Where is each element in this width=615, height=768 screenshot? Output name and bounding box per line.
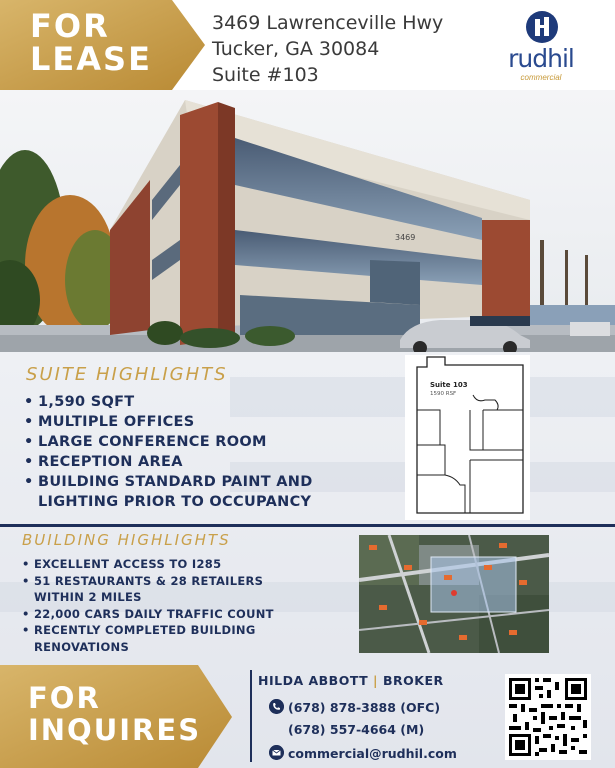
email-icon: [269, 745, 284, 760]
suite-highlight-item: • LARGE CONFERENCE ROOM: [24, 434, 267, 450]
building-highlight-item: • EXCELLENT ACCESS TO I285: [22, 557, 222, 571]
name-separator: |: [373, 673, 379, 688]
rudhil-logo: [500, 8, 595, 83]
address-city: Tucker, GA 30084: [212, 38, 380, 60]
building-highlight-item: RENOVATIONS: [34, 639, 130, 654]
suite-highlight-item: LIGHTING PRIOR TO OCCUPANCY: [38, 494, 312, 510]
suite-highlight-item: • MULTIPLE OFFICES: [24, 414, 195, 430]
address-street: 3469 Lawrenceville Hwy: [212, 12, 444, 34]
for-inquires-line2: INQUIRES: [28, 713, 202, 747]
logo-building-icon: [525, 10, 559, 44]
broker-role: BROKER: [382, 673, 444, 688]
for-inquires-line1: FOR: [28, 681, 101, 715]
email-link[interactable]: commercial@rudhil.com: [288, 746, 457, 761]
floorplan-size: 1590 RSF: [430, 391, 457, 397]
building-highlight-item: • 22,000 CARS DAILY TRAFFIC COUNT: [22, 606, 274, 621]
logo-wordmark: rudhil: [508, 44, 574, 73]
for-inquires-heading: [28, 682, 201, 746]
building-highlights-list: [22, 556, 274, 656]
for-lease-line1: FOR: [30, 7, 110, 45]
building-highlights-title: BUILDING HIGHLIGHTS: [22, 531, 231, 549]
contact-divider: [250, 670, 252, 762]
building-highlight-item: WITHIN 2 MILES: [34, 590, 142, 605]
suite-floor-plan: [405, 355, 530, 520]
suite-highlight-item: • 1,590 SQFT: [24, 394, 135, 410]
suite-highlight-item: • RECEPTION AREA: [24, 454, 183, 470]
property-address: [212, 10, 443, 88]
header: [0, 0, 615, 90]
building-highlight-item: • 51 RESTAURANTS & 28 RETAILERS: [22, 573, 264, 588]
broker-contact-name: [258, 673, 444, 688]
address-suite: Suite #103: [212, 64, 319, 86]
for-lease-heading: [30, 7, 152, 78]
building-photo: [0, 90, 615, 352]
suite-highlights-title: SUITE HIGHLIGHTS: [26, 364, 228, 385]
location-aerial-map: [359, 535, 549, 653]
logo-tagline: commercial: [520, 73, 562, 82]
qr-code[interactable]: [505, 674, 591, 760]
broker-name: HILDA ABBOTT: [258, 673, 369, 688]
phone-mobile-link[interactable]: (678) 557-4664 (M): [288, 722, 425, 737]
section-divider: [0, 524, 615, 527]
phone-icon: [269, 699, 284, 714]
building-number: 3469: [395, 233, 416, 242]
building-highlight-item: • RECENTLY COMPLETED BUILDING: [22, 623, 256, 638]
for-lease-line2: LEASE: [30, 40, 152, 78]
suite-highlight-item: • BUILDING STANDARD PAINT AND: [24, 474, 313, 490]
suite-highlights-list: [24, 392, 313, 512]
floorplan-label: Suite 103: [430, 381, 468, 389]
phone-office-link[interactable]: (678) 878-3888 (OFC): [288, 700, 441, 715]
